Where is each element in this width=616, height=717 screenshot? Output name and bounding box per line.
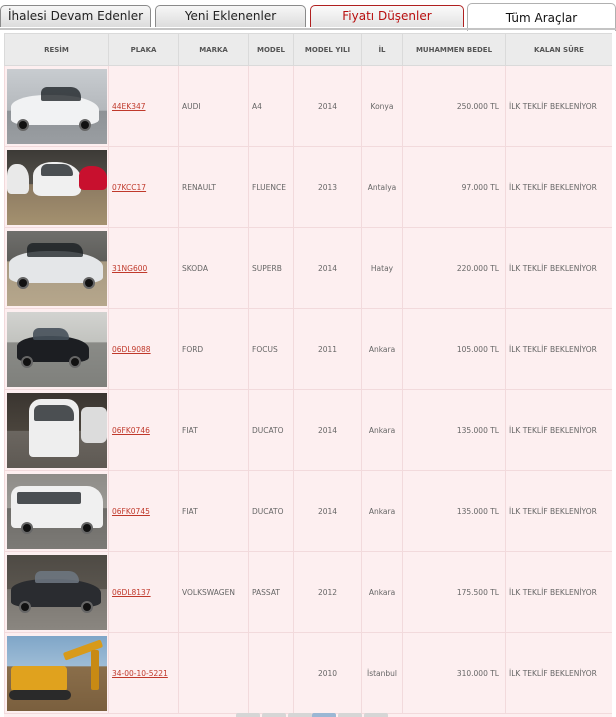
plate-cell bbox=[109, 471, 179, 552]
model-cell bbox=[249, 633, 294, 714]
model-cell: A4 bbox=[249, 66, 294, 147]
vehicle-table-container bbox=[4, 33, 612, 717]
col-header-il: İL bbox=[362, 34, 403, 66]
estimated-price-cell: 135.000 TL bbox=[403, 471, 506, 552]
plate-link[interactable]: 06FK0746 bbox=[112, 425, 150, 435]
model-cell: SUPERB bbox=[249, 228, 294, 309]
col-header-resim: RESİM bbox=[5, 34, 109, 66]
pagination-page-button[interactable] bbox=[288, 713, 312, 717]
table-header-row bbox=[5, 34, 613, 66]
brand-cell: FIAT bbox=[179, 390, 249, 471]
plate-link[interactable]: 06DL8137 bbox=[112, 587, 151, 597]
estimated-price-cell: 175.500 TL bbox=[403, 552, 506, 633]
city-cell: Ankara bbox=[362, 471, 403, 552]
remaining-time-cell: İLK TEKLİF BEKLENİYOR bbox=[506, 309, 613, 390]
brand-cell: AUDI bbox=[179, 66, 249, 147]
model-year-cell: 2014 bbox=[294, 471, 362, 552]
brand-cell: VOLKSWAGEN bbox=[179, 552, 249, 633]
vehicle-photo[interactable] bbox=[7, 231, 107, 306]
estimated-price-cell: 105.000 TL bbox=[403, 309, 506, 390]
estimated-price-cell: 310.000 TL bbox=[403, 633, 506, 714]
estimated-price-cell: 97.000 TL bbox=[403, 147, 506, 228]
estimated-price-cell: 250.000 TL bbox=[403, 66, 506, 147]
pagination-page-button[interactable] bbox=[364, 713, 388, 717]
vehicle-table bbox=[4, 33, 612, 714]
plate-cell bbox=[109, 633, 179, 714]
vehicle-photo-cell bbox=[5, 633, 109, 714]
city-cell: Ankara bbox=[362, 309, 403, 390]
tab-fiyati-dusenler[interactable]: Fiyatı Düşenler bbox=[310, 5, 464, 27]
table-row[interactable] bbox=[5, 552, 613, 633]
plate-cell bbox=[109, 66, 179, 147]
estimated-price-cell: 135.000 TL bbox=[403, 390, 506, 471]
table-row[interactable] bbox=[5, 471, 613, 552]
table-row[interactable] bbox=[5, 390, 613, 471]
model-cell: DUCATO bbox=[249, 390, 294, 471]
tab-tum-araclar[interactable]: Tüm Araçlar bbox=[467, 3, 616, 31]
vehicle-category-tabs bbox=[0, 0, 616, 30]
tab-bar-divider bbox=[0, 28, 616, 30]
vehicle-photo[interactable] bbox=[7, 474, 107, 549]
plate-link[interactable]: 44EK347 bbox=[112, 101, 146, 111]
model-year-cell: 2013 bbox=[294, 147, 362, 228]
plate-link[interactable]: 31NG600 bbox=[112, 263, 148, 273]
vehicle-photo[interactable] bbox=[7, 150, 107, 225]
col-header-kalan-sure: KALAN SÜRE bbox=[506, 34, 613, 66]
vehicle-photo[interactable] bbox=[7, 69, 107, 144]
city-cell: İstanbul bbox=[362, 633, 403, 714]
vehicle-photo-cell bbox=[5, 552, 109, 633]
col-header-plaka: PLAKA bbox=[109, 34, 179, 66]
brand-cell bbox=[179, 633, 249, 714]
city-cell: Ankara bbox=[362, 390, 403, 471]
plate-cell bbox=[109, 390, 179, 471]
vehicle-photo[interactable] bbox=[7, 312, 107, 387]
model-cell: FLUENCE bbox=[249, 147, 294, 228]
plate-cell bbox=[109, 309, 179, 390]
table-row[interactable] bbox=[5, 228, 613, 309]
vehicle-photo[interactable] bbox=[7, 636, 107, 711]
model-year-cell: 2010 bbox=[294, 633, 362, 714]
remaining-time-cell: İLK TEKLİF BEKLENİYOR bbox=[506, 471, 613, 552]
brand-cell: FORD bbox=[179, 309, 249, 390]
estimated-price-cell: 220.000 TL bbox=[403, 228, 506, 309]
model-cell: PASSAT bbox=[249, 552, 294, 633]
remaining-time-cell: İLK TEKLİF BEKLENİYOR bbox=[506, 66, 613, 147]
city-cell: Konya bbox=[362, 66, 403, 147]
remaining-time-cell: İLK TEKLİF BEKLENİYOR bbox=[506, 552, 613, 633]
vehicle-photo-cell bbox=[5, 390, 109, 471]
city-cell: Ankara bbox=[362, 552, 403, 633]
remaining-time-cell: İLK TEKLİF BEKLENİYOR bbox=[506, 633, 613, 714]
model-year-cell: 2014 bbox=[294, 390, 362, 471]
table-row[interactable] bbox=[5, 309, 613, 390]
plate-link[interactable]: 06FK0745 bbox=[112, 506, 150, 516]
brand-cell: RENAULT bbox=[179, 147, 249, 228]
pagination-page-button[interactable] bbox=[236, 713, 260, 717]
model-cell: FOCUS bbox=[249, 309, 294, 390]
table-row[interactable] bbox=[5, 66, 613, 147]
remaining-time-cell: İLK TEKLİF BEKLENİYOR bbox=[506, 147, 613, 228]
pagination bbox=[236, 713, 386, 717]
pagination-page-button[interactable] bbox=[338, 713, 362, 717]
table-row[interactable] bbox=[5, 633, 613, 714]
col-header-marka: MARKA bbox=[179, 34, 249, 66]
remaining-time-cell: İLK TEKLİF BEKLENİYOR bbox=[506, 228, 613, 309]
model-year-cell: 2011 bbox=[294, 309, 362, 390]
plate-link[interactable]: 06DL9088 bbox=[112, 344, 151, 354]
col-header-model-yili: MODEL YILI bbox=[294, 34, 362, 66]
vehicle-photo-cell bbox=[5, 309, 109, 390]
plate-link[interactable]: 07KCC17 bbox=[112, 182, 147, 192]
vehicle-photo[interactable] bbox=[7, 393, 107, 468]
city-cell: Hatay bbox=[362, 228, 403, 309]
col-header-muhammen-bedel: MUHAMMEN BEDEL bbox=[403, 34, 506, 66]
table-row[interactable] bbox=[5, 147, 613, 228]
vehicle-photo-cell bbox=[5, 228, 109, 309]
remaining-time-cell: İLK TEKLİF BEKLENİYOR bbox=[506, 390, 613, 471]
pagination-current-page[interactable] bbox=[312, 713, 336, 717]
tab-ihalesi-devam-edenler[interactable]: İhalesi Devam Edenler bbox=[0, 5, 151, 27]
plate-cell bbox=[109, 147, 179, 228]
vehicle-photo-cell bbox=[5, 147, 109, 228]
col-header-model: MODEL bbox=[249, 34, 294, 66]
brand-cell: FIAT bbox=[179, 471, 249, 552]
pagination-page-button[interactable] bbox=[262, 713, 286, 717]
city-cell: Antalya bbox=[362, 147, 403, 228]
model-year-cell: 2014 bbox=[294, 66, 362, 147]
plate-link[interactable]: 34-00-10-5221 bbox=[112, 668, 168, 678]
model-year-cell: 2012 bbox=[294, 552, 362, 633]
model-year-cell: 2014 bbox=[294, 228, 362, 309]
vehicle-photo-cell bbox=[5, 471, 109, 552]
vehicle-photo[interactable] bbox=[7, 555, 107, 630]
plate-cell bbox=[109, 228, 179, 309]
plate-cell bbox=[109, 552, 179, 633]
tab-yeni-eklenenler[interactable]: Yeni Eklenenler bbox=[155, 5, 306, 27]
model-cell: DUCATO bbox=[249, 471, 294, 552]
vehicle-photo-cell bbox=[5, 66, 109, 147]
brand-cell: SKODA bbox=[179, 228, 249, 309]
